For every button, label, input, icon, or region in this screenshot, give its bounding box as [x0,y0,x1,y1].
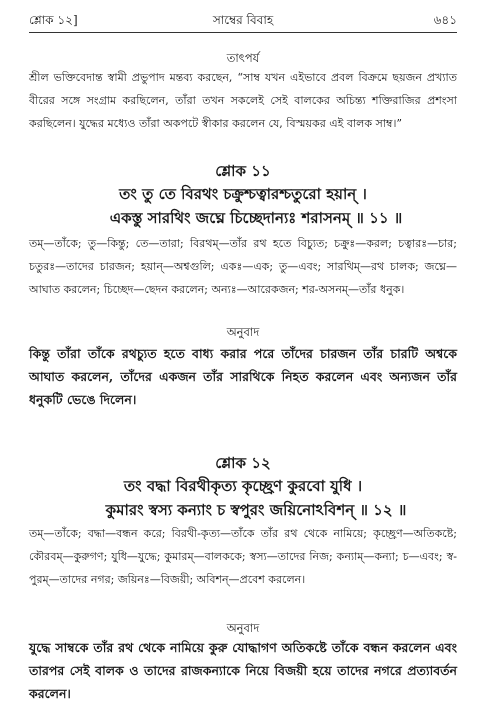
verse-11-word-meanings: তম্—তাঁকে; তু—কিন্তু; তে—তারা; বিরথম্—তাঁর রথ হতে বিচ্যুত; চক্রুঃ—করল; চত্বারঃ—চার; চতুরঃ—তাদের চারজন; হয়ান্—অশ্বগুলি; একঃ—এক; তু—এবং; সারথিম্—রথ চালক; জঘ্নে—আঘাত করলেন; চিচ্ছেদ—ছেদন করলেন; অন্যঃ—আরেকজন; শর-অসনম্—তাঁর ধনুক। [29,237,457,296]
verse-12-heading: শ্লোক ১২ [215,454,271,472]
verse-12-word-meanings: তম্—তাঁকে; বদ্ধা—বন্ধন করে; বিরথী-কৃত্য—তাঁকে তাঁর রথ থেকে নামিয়ে; কৃচ্ছ্রেণ—অতিকষ্টে; কৌরবম্—কুরুগণ; যুধি—যুদ্ধে; কুমারম্—বালককে; স্বস্য—তাদের নিজ; কন্যাম্—কন্যা; চ—এবং; স্ব-পুরম্—তাদের নগর; জয়িনঃ—বিজয়ী; অবিশন্—প্রবেশ করলেন। [29,527,457,586]
verse-12-translation-label: অনুবাদ [226,621,260,635]
verse-11-line-2: একস্তু সারথিং জঘ্নে চিচ্ছেদান্যঃ শরাসনম্ ॥ ১১ ॥ [109,209,403,227]
verse-11-line-1: তং তু তে বিরথং চক্রুশ্চত্বারশ্চতুরো হয়ান্ । [119,185,367,203]
page-header [29,10,457,34]
verse-11-heading: শ্লোক ১১ [215,162,271,180]
purport-label: তাৎপর্য [226,51,260,65]
verse-12-translation: যুদ্ধে সাম্বকে তাঁর রথ থেকে নামিয়ে কুরু যোদ্ধাগণ অতিকষ্টে তাঁকে বন্ধন করলেন এবং তারপর সেই বালক ও তাদের রাজকন্যাকে নিয়ে বিজয়ী হয়ে তাদের নগরে প্রত্যাবর্তন করলেন। [29,640,457,701]
purport-text: শ্রীল ভক্তিবেদান্ত স্বামী প্রভুপাদ মন্তব্য করছেন, “সাম্ব যখন এইভাবে প্রবল বিক্রমে ছয়জন প্রখ্যাত বীরের সঙ্গে সংগ্রাম করছিলেন, তাঁরা তখন সকলেই সেই বালকের অচিন্ত্য শক্তিরাজির প্রশংসা করছিলেন। যুদ্ধের মধ্যেও তাঁরা অকপটে স্বীকার করলেন যে, বিস্ময়কর এই বালক সাম্ব।” [29,71,457,130]
verse-11-translation: কিন্তু তাঁরা তাঁকে রথচ্যুত হতে বাধ্য করার পরে তাঁদের চারজন তাঁর চারটি অশ্বকে আঘাত করলেন, তাঁদের একজন তাঁর সারথিকে নিহত করলেন এবং অন্যজন তাঁর ধনুকটি ভেঙে দিলেন। [29,346,457,407]
verse-12-line-2: কুমারং স্বস্য কন্যাং চ স্বপুরং জয়িনোঽবিশন্ ॥ ১২ ॥ [105,501,407,519]
verse-11-translation-label: অনুবাদ [226,325,260,339]
verse-12-line-1: তং বদ্ধা বিরথীকৃত্য কৃচ্ছ্রেণ কুরবো যুধি । [123,477,363,495]
header-rule [29,32,457,33]
header-verse-ref: শ্লোক ১২] [29,13,78,27]
header-page-number: ৬৪১ [433,13,457,27]
header-chapter-title: সাম্বের বিবাহ [212,13,274,27]
